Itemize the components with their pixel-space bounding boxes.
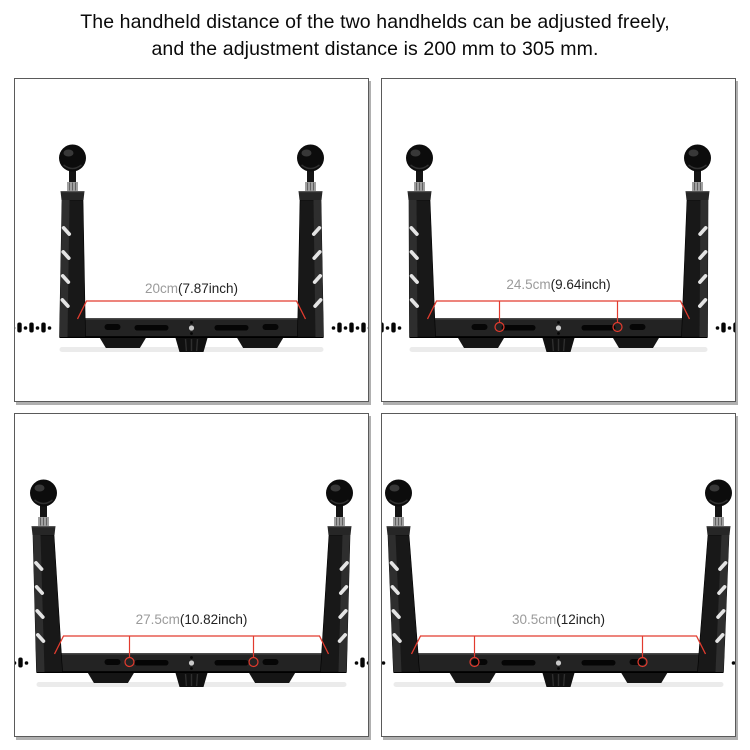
product-photo-panel-30-5cm: [381, 413, 736, 737]
dimension-label: 30.5cm(12inch): [511, 612, 606, 627]
product-photo-panel-20cm: [14, 78, 369, 402]
handheld-rig-drawing: [15, 145, 368, 353]
handheld-rig-drawing: [15, 480, 368, 688]
rig-illustration-27-5cm: [15, 414, 368, 736]
photo-grid: [14, 78, 736, 737]
product-photo-panel-27-5cm: [14, 413, 369, 737]
title-line-1: The handheld distance of the two handhelds can be adjusted freely,: [80, 11, 670, 33]
dimension-label: 27.5cm(10.82inch): [135, 612, 248, 627]
rig-illustration-30-5cm: [382, 414, 735, 736]
rig-illustration-20cm: [15, 79, 368, 401]
rig-illustration-24-5cm: [382, 79, 735, 401]
handheld-rig-drawing: [382, 480, 735, 688]
handheld-rig-drawing: [382, 145, 735, 353]
dimension-label: 20cm(7.87inch): [144, 281, 239, 296]
dimension-label: 24.5cm(9.64inch): [506, 277, 611, 292]
product-photo-panel-24-5cm: [381, 78, 736, 402]
page-title: [0, 0, 750, 63]
title-line-2: and the adjustment distance is 200 mm to 305 mm.: [151, 38, 599, 60]
